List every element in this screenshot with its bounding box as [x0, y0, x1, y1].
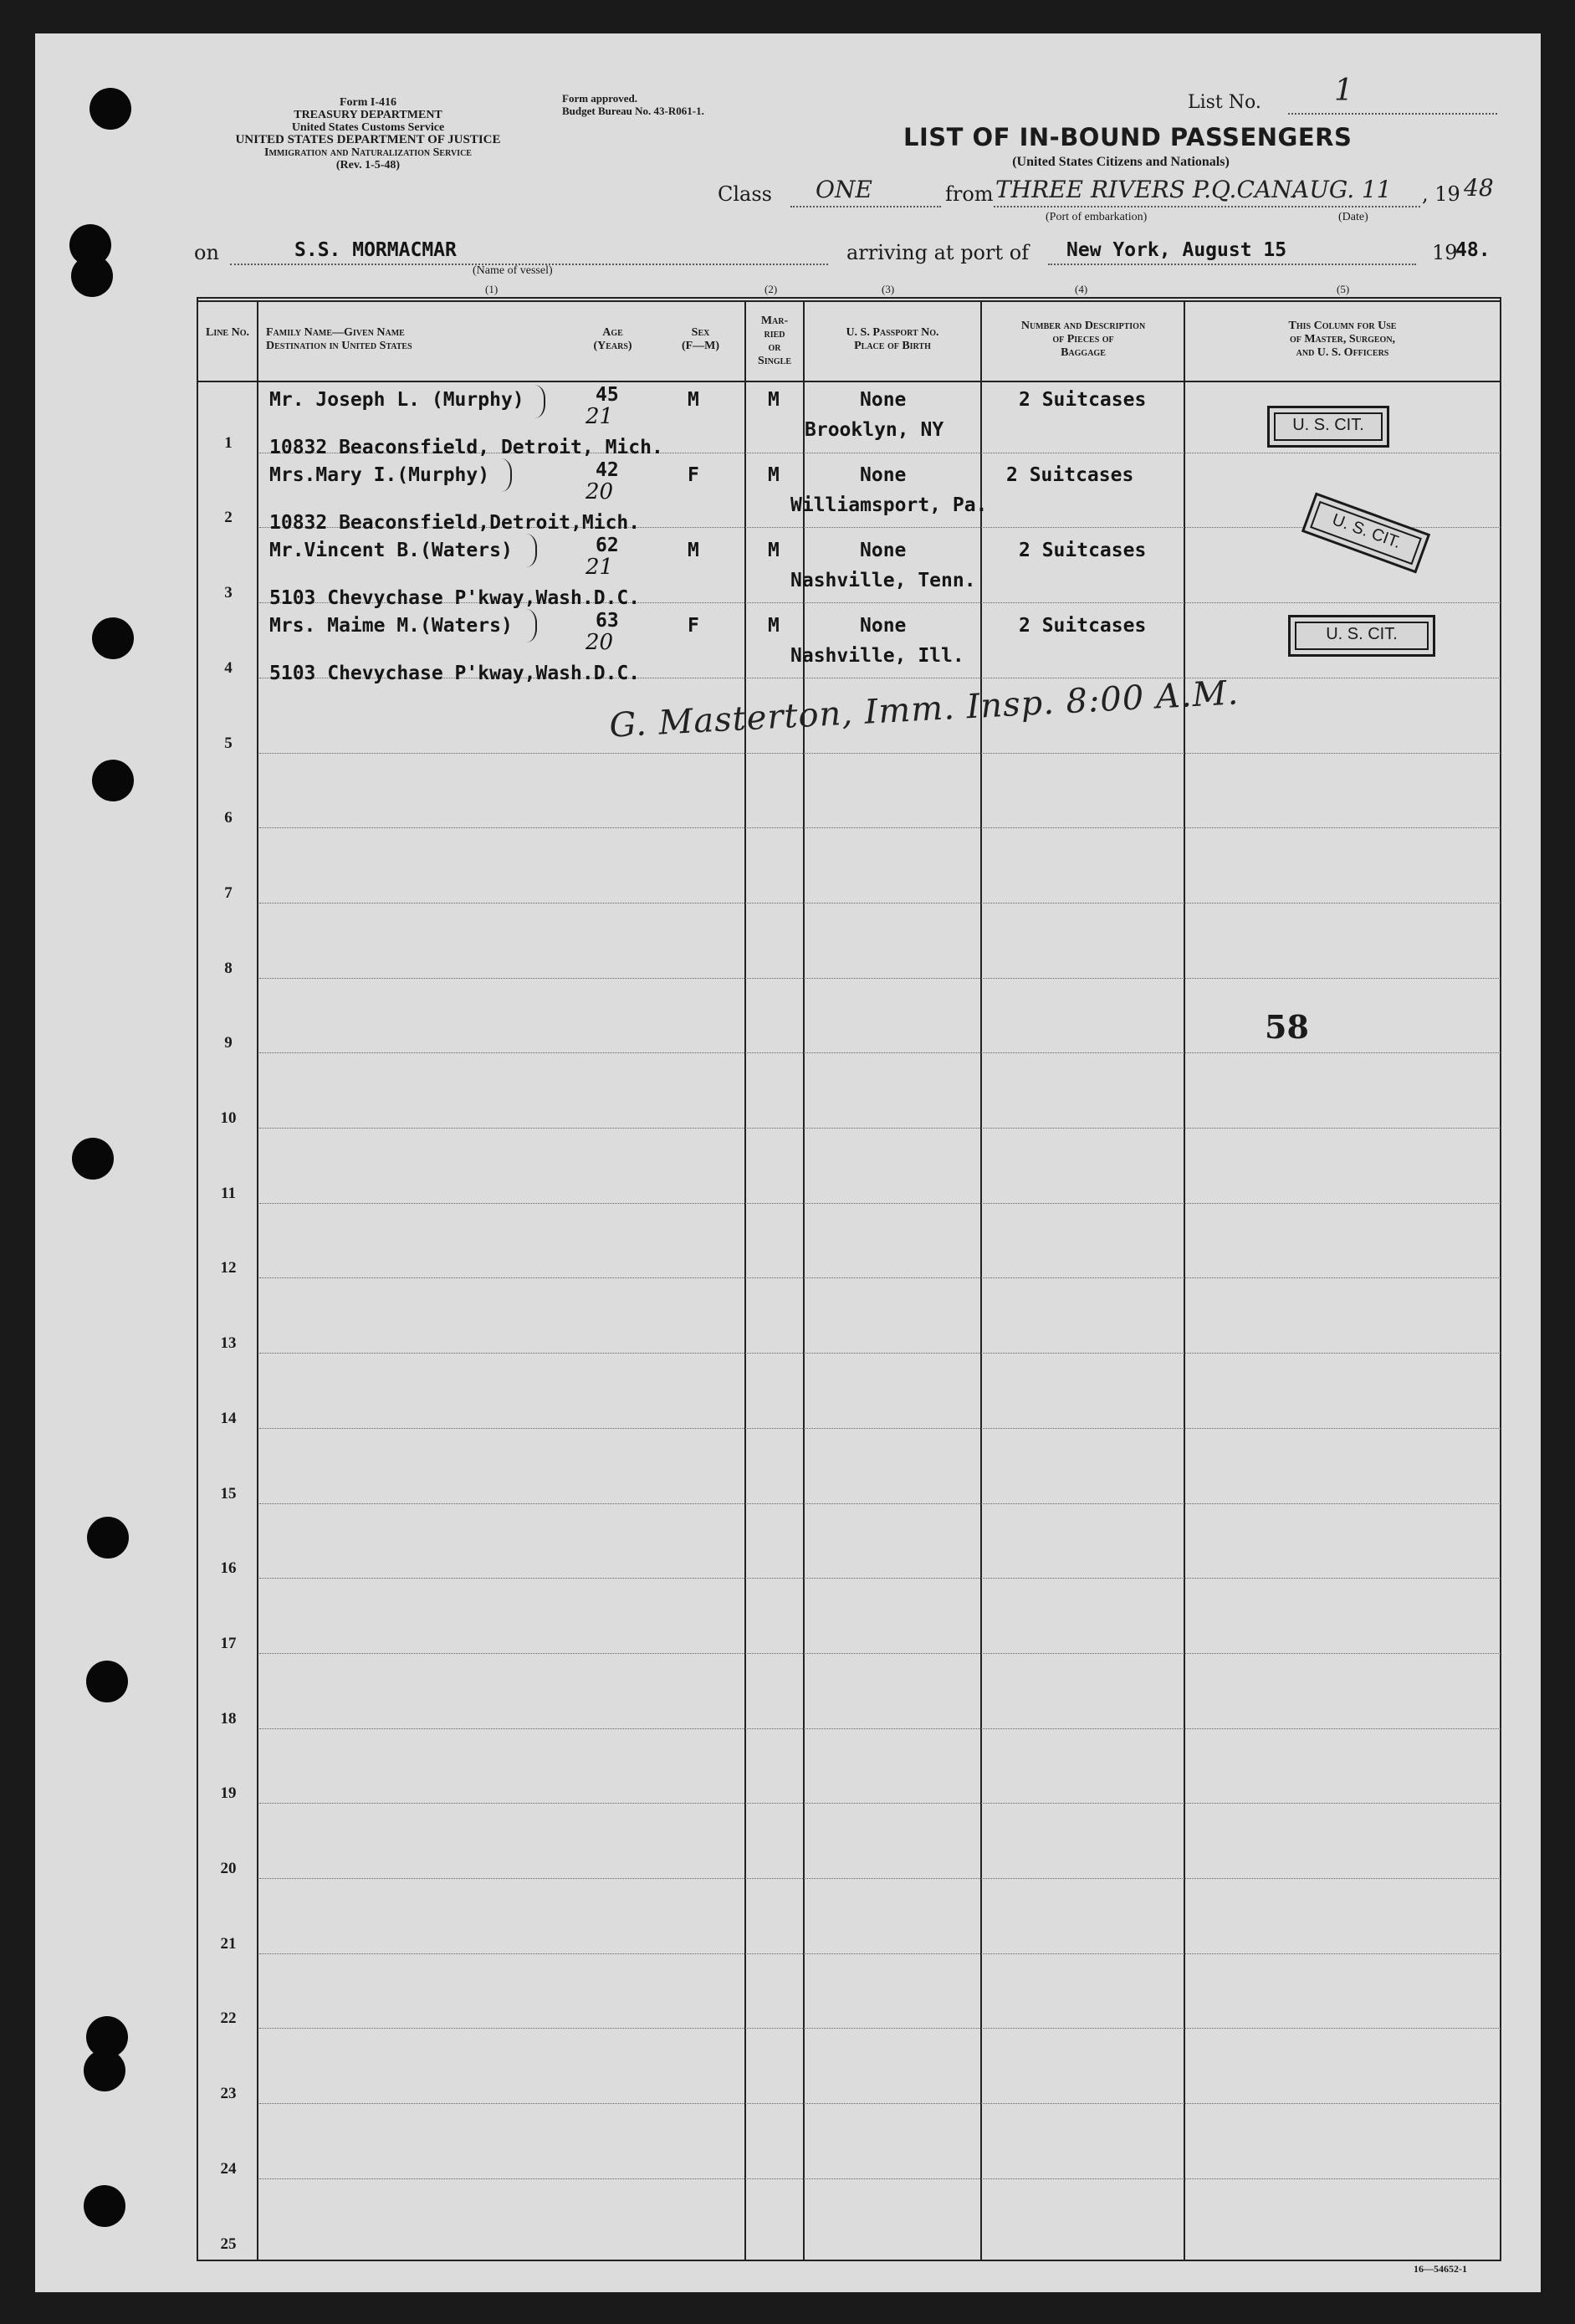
- passenger-birthplace: Nashville, Tenn.: [790, 570, 976, 591]
- row-guide-line: [259, 1578, 1501, 1579]
- passenger-age-note: 21: [586, 404, 614, 429]
- line-number: 6: [224, 809, 233, 827]
- passenger-married: M: [768, 389, 780, 411]
- passenger-married: M: [768, 615, 780, 637]
- vessel-caption: (Name of vessel): [473, 264, 553, 277]
- passenger-baggage: 2 Suitcases: [1019, 540, 1147, 561]
- passenger-destination: 10832 Beaconsfield,Detroit,Mich.: [269, 512, 641, 534]
- row-guide-line: [259, 1878, 1501, 1879]
- passenger-destination: 10832 Beaconsfield, Detroit, Mich.: [269, 437, 663, 458]
- passenger-name: Mr.Vincent B.(Waters): [269, 540, 513, 561]
- col-header-officers: This Column for Use of Master, Surgeon, and U. S. Officers: [1288, 320, 1397, 359]
- passenger-age-note: 20: [586, 479, 614, 504]
- inspector-signature: G. Masterton, Imm. Insp. 8:00 A.M.: [608, 673, 1240, 745]
- passenger-sex: M: [688, 540, 699, 561]
- passenger-destination: 5103 Chevychase P'kway,Wash.D.C.: [269, 587, 641, 609]
- punch-hole: [72, 1138, 114, 1180]
- line-number: 11: [221, 1184, 236, 1202]
- col-num-2: (2): [764, 283, 778, 295]
- punch-hole: [87, 1517, 129, 1559]
- passenger-baggage: 2 Suitcases: [1019, 389, 1147, 411]
- passenger-name: Mrs.Mary I.(Murphy): [269, 464, 490, 486]
- treasury-label: TREASURY DEPARTMENT: [294, 109, 442, 121]
- row-guide-line: [259, 2103, 1501, 2104]
- col-num-5: (5): [1337, 283, 1350, 295]
- approval-label: Form approved.: [562, 92, 638, 105]
- print-code: 16—54652-1: [1414, 2263, 1467, 2275]
- col-header-married: Mar- ried or Single: [757, 315, 792, 367]
- port-of-embarkation: THREE RIVERS P.Q.CAN.: [995, 176, 1298, 203]
- row-guide-line: [259, 1803, 1501, 1804]
- page-subtitle: (United States Citizens and Nationals): [1012, 155, 1230, 169]
- row-guide-line: [259, 1728, 1501, 1729]
- col-header-sex: Sex (F—M): [681, 326, 720, 352]
- passenger-married: M: [768, 464, 780, 486]
- citizen-stamp: U. S. CIT.: [1301, 493, 1430, 574]
- budget-label: Budget Bureau No. 43-R061-1.: [562, 105, 704, 117]
- arriving-label: arriving at port of: [846, 241, 1030, 264]
- punch-hole: [84, 2185, 125, 2227]
- row-guide-line: [259, 2028, 1501, 2029]
- punch-hole: [92, 617, 134, 659]
- agency-block: [192, 96, 544, 171]
- from-label: from: [945, 182, 994, 206]
- col-header-baggage: Number and Description of Pieces of Baggage: [1020, 320, 1146, 359]
- line-number: 24: [220, 2159, 237, 2178]
- form-number: Form I-416: [339, 96, 397, 109]
- col-header-passport: U. S. Passport No. Place of Birth: [846, 326, 939, 352]
- line-number: 17: [220, 1634, 237, 1652]
- col-num-1: (1): [485, 283, 499, 295]
- line-number: 10: [220, 1109, 237, 1127]
- list-no-value: 1: [1334, 74, 1353, 108]
- line-number: 20: [220, 1860, 237, 1877]
- citizen-stamp: U. S. CIT.: [1267, 406, 1389, 448]
- punch-hole: [86, 1661, 128, 1702]
- row-guide-line: [259, 1653, 1501, 1654]
- col-header-line: Line No.: [205, 326, 249, 339]
- line-number: 1: [224, 433, 233, 452]
- citizen-stamp: U. S. CIT.: [1288, 615, 1435, 657]
- passenger-age: 45: [596, 384, 619, 406]
- row-guide-line: [259, 2178, 1501, 2179]
- passenger-birthplace: Brooklyn, NY: [805, 419, 944, 441]
- line-number: 18: [220, 1709, 237, 1728]
- line-number: 14: [220, 1409, 237, 1427]
- date-caption: (Date): [1338, 211, 1368, 223]
- arrival-port: New York, August 15: [1066, 239, 1287, 261]
- passenger-baggage: 2 Suitcases: [1006, 464, 1134, 486]
- header-separator: [197, 381, 1501, 382]
- justice-label: UNITED STATES DEPARTMENT OF JUSTICE: [235, 133, 501, 146]
- line-number: 21: [220, 1934, 237, 1953]
- line-number: 22: [220, 2009, 237, 2028]
- row-guide-line: [259, 1503, 1501, 1504]
- row-guide-line: [259, 1277, 1501, 1278]
- line-number: 4: [224, 658, 233, 677]
- row-guide-line: [259, 753, 1501, 754]
- row-guide-line: [259, 1128, 1501, 1129]
- customs-label: United States Customs Service: [291, 121, 445, 134]
- arrival-year-prefix: 19: [1432, 241, 1458, 264]
- line-number: 2: [224, 509, 233, 527]
- col-header-name: Family Name—Given Name Destination in United States: [266, 326, 412, 352]
- vessel-name: S.S. MORMACMAR: [294, 239, 457, 261]
- approval-block: [562, 92, 704, 117]
- row-guide-line: [259, 1203, 1501, 1204]
- row-guide-line: [259, 1052, 1501, 1053]
- passenger-age-note: 21: [586, 555, 614, 580]
- line-number: 16: [220, 1559, 237, 1578]
- passenger-age-note: 20: [586, 630, 614, 655]
- passenger-age: 42: [596, 459, 619, 481]
- line-number: 19: [220, 1784, 237, 1803]
- embarkation-date: AUG. 11: [1292, 176, 1392, 203]
- passenger-sex: F: [688, 464, 699, 486]
- passenger-name: Mrs. Maime M.(Waters): [269, 615, 513, 637]
- passenger-age: 63: [596, 610, 619, 632]
- passenger-age: 62: [596, 535, 619, 556]
- col-num-3: (3): [882, 283, 895, 295]
- passenger-birthplace: Nashville, Ill.: [790, 645, 964, 667]
- line-number: 12: [220, 1259, 237, 1277]
- arrival-year-suffix: 48.: [1455, 239, 1491, 261]
- page-title: LIST OF IN-BOUND PASSENGERS: [903, 123, 1353, 151]
- passenger-passport: None: [860, 464, 907, 486]
- line-number: 15: [220, 1484, 237, 1502]
- line-number: 23: [220, 2085, 237, 2103]
- line-number: 25: [220, 2234, 237, 2253]
- col-header-age: Age (Years): [593, 326, 632, 352]
- passenger-sex: M: [688, 389, 699, 411]
- passenger-sex: F: [688, 615, 699, 637]
- row-guide-line: [259, 978, 1501, 979]
- passenger-married: M: [768, 540, 780, 561]
- punch-hole: [84, 2050, 125, 2091]
- line-number: 13: [220, 1334, 237, 1353]
- list-no-label: List No.: [1188, 92, 1261, 113]
- punch-hole: [71, 255, 113, 297]
- line-number: 9: [224, 1034, 233, 1052]
- class-label: Class: [718, 182, 772, 206]
- line-number: 5: [224, 734, 233, 752]
- port-caption: (Port of embarkation): [1046, 211, 1148, 223]
- row-guide-line: [259, 1428, 1501, 1429]
- on-label: on: [194, 241, 219, 264]
- punch-hole: [92, 760, 134, 801]
- passenger-passport: None: [860, 615, 907, 637]
- passenger-birthplace: Williamsport, Pa.: [790, 494, 988, 516]
- class-value: ONE: [816, 176, 872, 203]
- passenger-baggage: 2 Suitcases: [1019, 615, 1147, 637]
- row-guide-line: [259, 827, 1501, 828]
- year-prefix: , 19: [1422, 182, 1460, 206]
- line-number: 7: [224, 883, 233, 902]
- row-guide-line: [259, 1353, 1501, 1354]
- punch-hole: [89, 88, 131, 130]
- passenger-destination: 5103 Chevychase P'kway,Wash.D.C.: [269, 663, 641, 684]
- revision-label: (Rev. 1-5-48): [335, 159, 401, 171]
- line-number: 3: [224, 584, 233, 602]
- year-suffix: 48: [1464, 174, 1494, 202]
- line-number: 8: [224, 959, 233, 977]
- row-guide-line: [259, 1953, 1501, 1954]
- col-num-4: (4): [1075, 283, 1088, 295]
- ins-label: Immigration and Naturalization Service: [264, 146, 472, 159]
- page-number: 58: [1265, 1008, 1309, 1046]
- passenger-passport: None: [860, 540, 907, 561]
- passenger-passport: None: [860, 389, 907, 411]
- passenger-name: Mr. Joseph L. (Murphy): [269, 389, 524, 411]
